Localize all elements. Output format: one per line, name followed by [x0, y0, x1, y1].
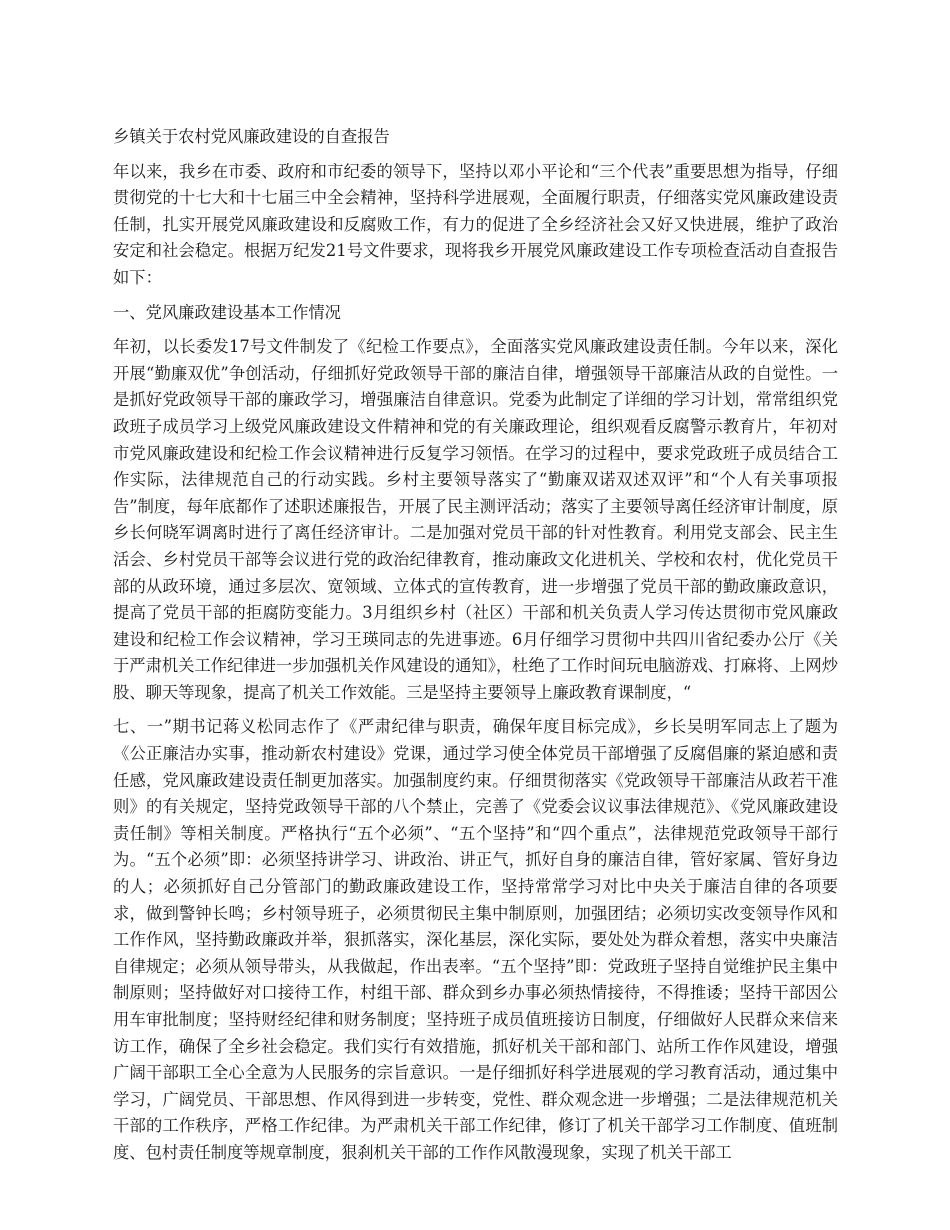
section-heading: 一、党风廉政建设基本工作情况 [113, 302, 341, 322]
document-title: 乡镇关于农村党风廉政建设的自查报告 [113, 127, 390, 146]
body-paragraph: 七、一”期书记蒋义松同志作了《严肃纪律与职责，确保年度目标完成》，乡长吴明军同志上了题为《公正廉洁办实事，推动新农村建设》党课，通过学习使全体党员干部增强了反腐倡廉的紧迫感和责任感，党风廉政建设责任制更加落实。加强制度约束。仔细贯彻落实《党政领导干部廉洁从政若干准则》的有关规定，坚持党政领导干部的八个禁止，完善了《党委会议议事法律规范》、《党风廉政建设责任制》等相关制度。严格执行“五个必须”、“五个坚持”和“四个重点”，法律规范党政领导干部行为。“五个必须”即：必须坚持讲学习、讲政治、讲正气，抓好自身的廉洁自律，管好家属、管好身边的人；必须抓好自己分管部门的勤政廉政建设工作，坚持常常学习对比中央关于廉洁自律的各项要求，做到警钟长鸣；乡村领导班子，必须贯彻民主集中制原则，加强团结；必须切实改变领导作风和工作作风，坚持勤政廉政并举，狠抓落实，深化基层，深化实际，要处处为群众着想，落实中央廉洁自律规定；必须从领导带头，从我做起，作出表率。“五个坚持”即：党政班子坚持自觉维护民主集中制原则；坚持做好对口接待工作，村组干部、群众到乡办事必须热情接待，不得推诿；坚持干部因公用车审批制度；坚持财经纪律和财务制度；坚持班子成员值班接访日制度，仔细做好人民群众来信来访工作，确保了全乡社会稳定。我们实行有效措施，抓好机关干部和部门、站所工作作风建设，增强广阔干部职工全心全意为人民服务的宗旨意识。一是仔细抓好科学进展观的学习教育活动，通过集中学习，广阔党员、干部思想、作风得到进一步转变，党性、群众观念进一步增强；二是法律规范机关干部的工作秩序，严格工作纪律。为严肃机关干部工作纪律，修订了机关干部学习工作制度、值班制度、包村责任制度等规章制度，狠刹机关干部的工作作风散漫现象，实现了机关干部工 [113, 717, 838, 1162]
intro-paragraph: 年以来，我乡在市委、政府和市纪委的领导下，坚持以邓小平论和“三个代表”重要思想为指导，仔细贯彻党的十七大和十七届三中全会精神，坚持科学进展观，全面履行职责，仔细落实党风廉政建设责任制，扎实开展党风廉政建设和反腐败工作，有力的促进了全乡经济社会又好又快进展，维护了政治安定和社会稳定。根据万纪发21号文件要求，现将我乡开展党风廉政建设工作专项检查活动自查报告如下： [113, 161, 838, 287]
body-paragraph: 年初，以长委发17号文件制发了《纪检工作要点》，全面落实党风廉政建设责任制。今年以来，深化开展“勤廉双优”争创活动，仔细抓好党政领导干部的廉洁自律，增强领导干部廉洁从政的自觉性。一是抓好党政领导干部的廉政学习，增强廉洁自律意识。党委为此制定了详细的学习计划，常常组织党政班子成员学习上级党风廉政建设文件精神和党的有关廉政理论，组织观看反腐警示教育片，年初对市党风廉政建设和纪检工作会议精神进行反复学习领悟。在学习的过程中，要求党政班子成员结合工作实际，法律规范自己的行动实践。乡村主要领导落实了“勤廉双诺双述双评”和“个人有关事项报告”制度，每年底都作了述职述廉报告，开展了民主测评活动；落实了主要领导离任经济审计制度，原乡长何晓军调离时进行了离任经济审计。二是加强对党员干部的针对性教育。利用党支部会、民主生活会、乡村党员干部等会议进行党的政治纪律教育，推动廉政文化进机关、学校和农村，优化党员干部的从政环境，通过多层次、宽领域、立体式的宣传教育，进一步增强了党员干部的勤政廉政意识，提高了党员干部的拒腐防变能力。3月组织乡村（社区）干部和机关负责人学习传达贯彻市党风廉政建设和纪检工作会议精神，学习王瑛同志的先进事迹。6月仔细学习贯彻中共四川省纪委办公厅《关于严肃机关工作纪律进一步加强机关作风建设的通知》，杜绝了工作时间玩电脑游戏、打麻将、上网炒股、聊天等现象，提高了机关工作效能。三是坚持主要领导上廉政教育课制度，“ [113, 337, 838, 702]
document-page [113, 124, 838, 1175]
